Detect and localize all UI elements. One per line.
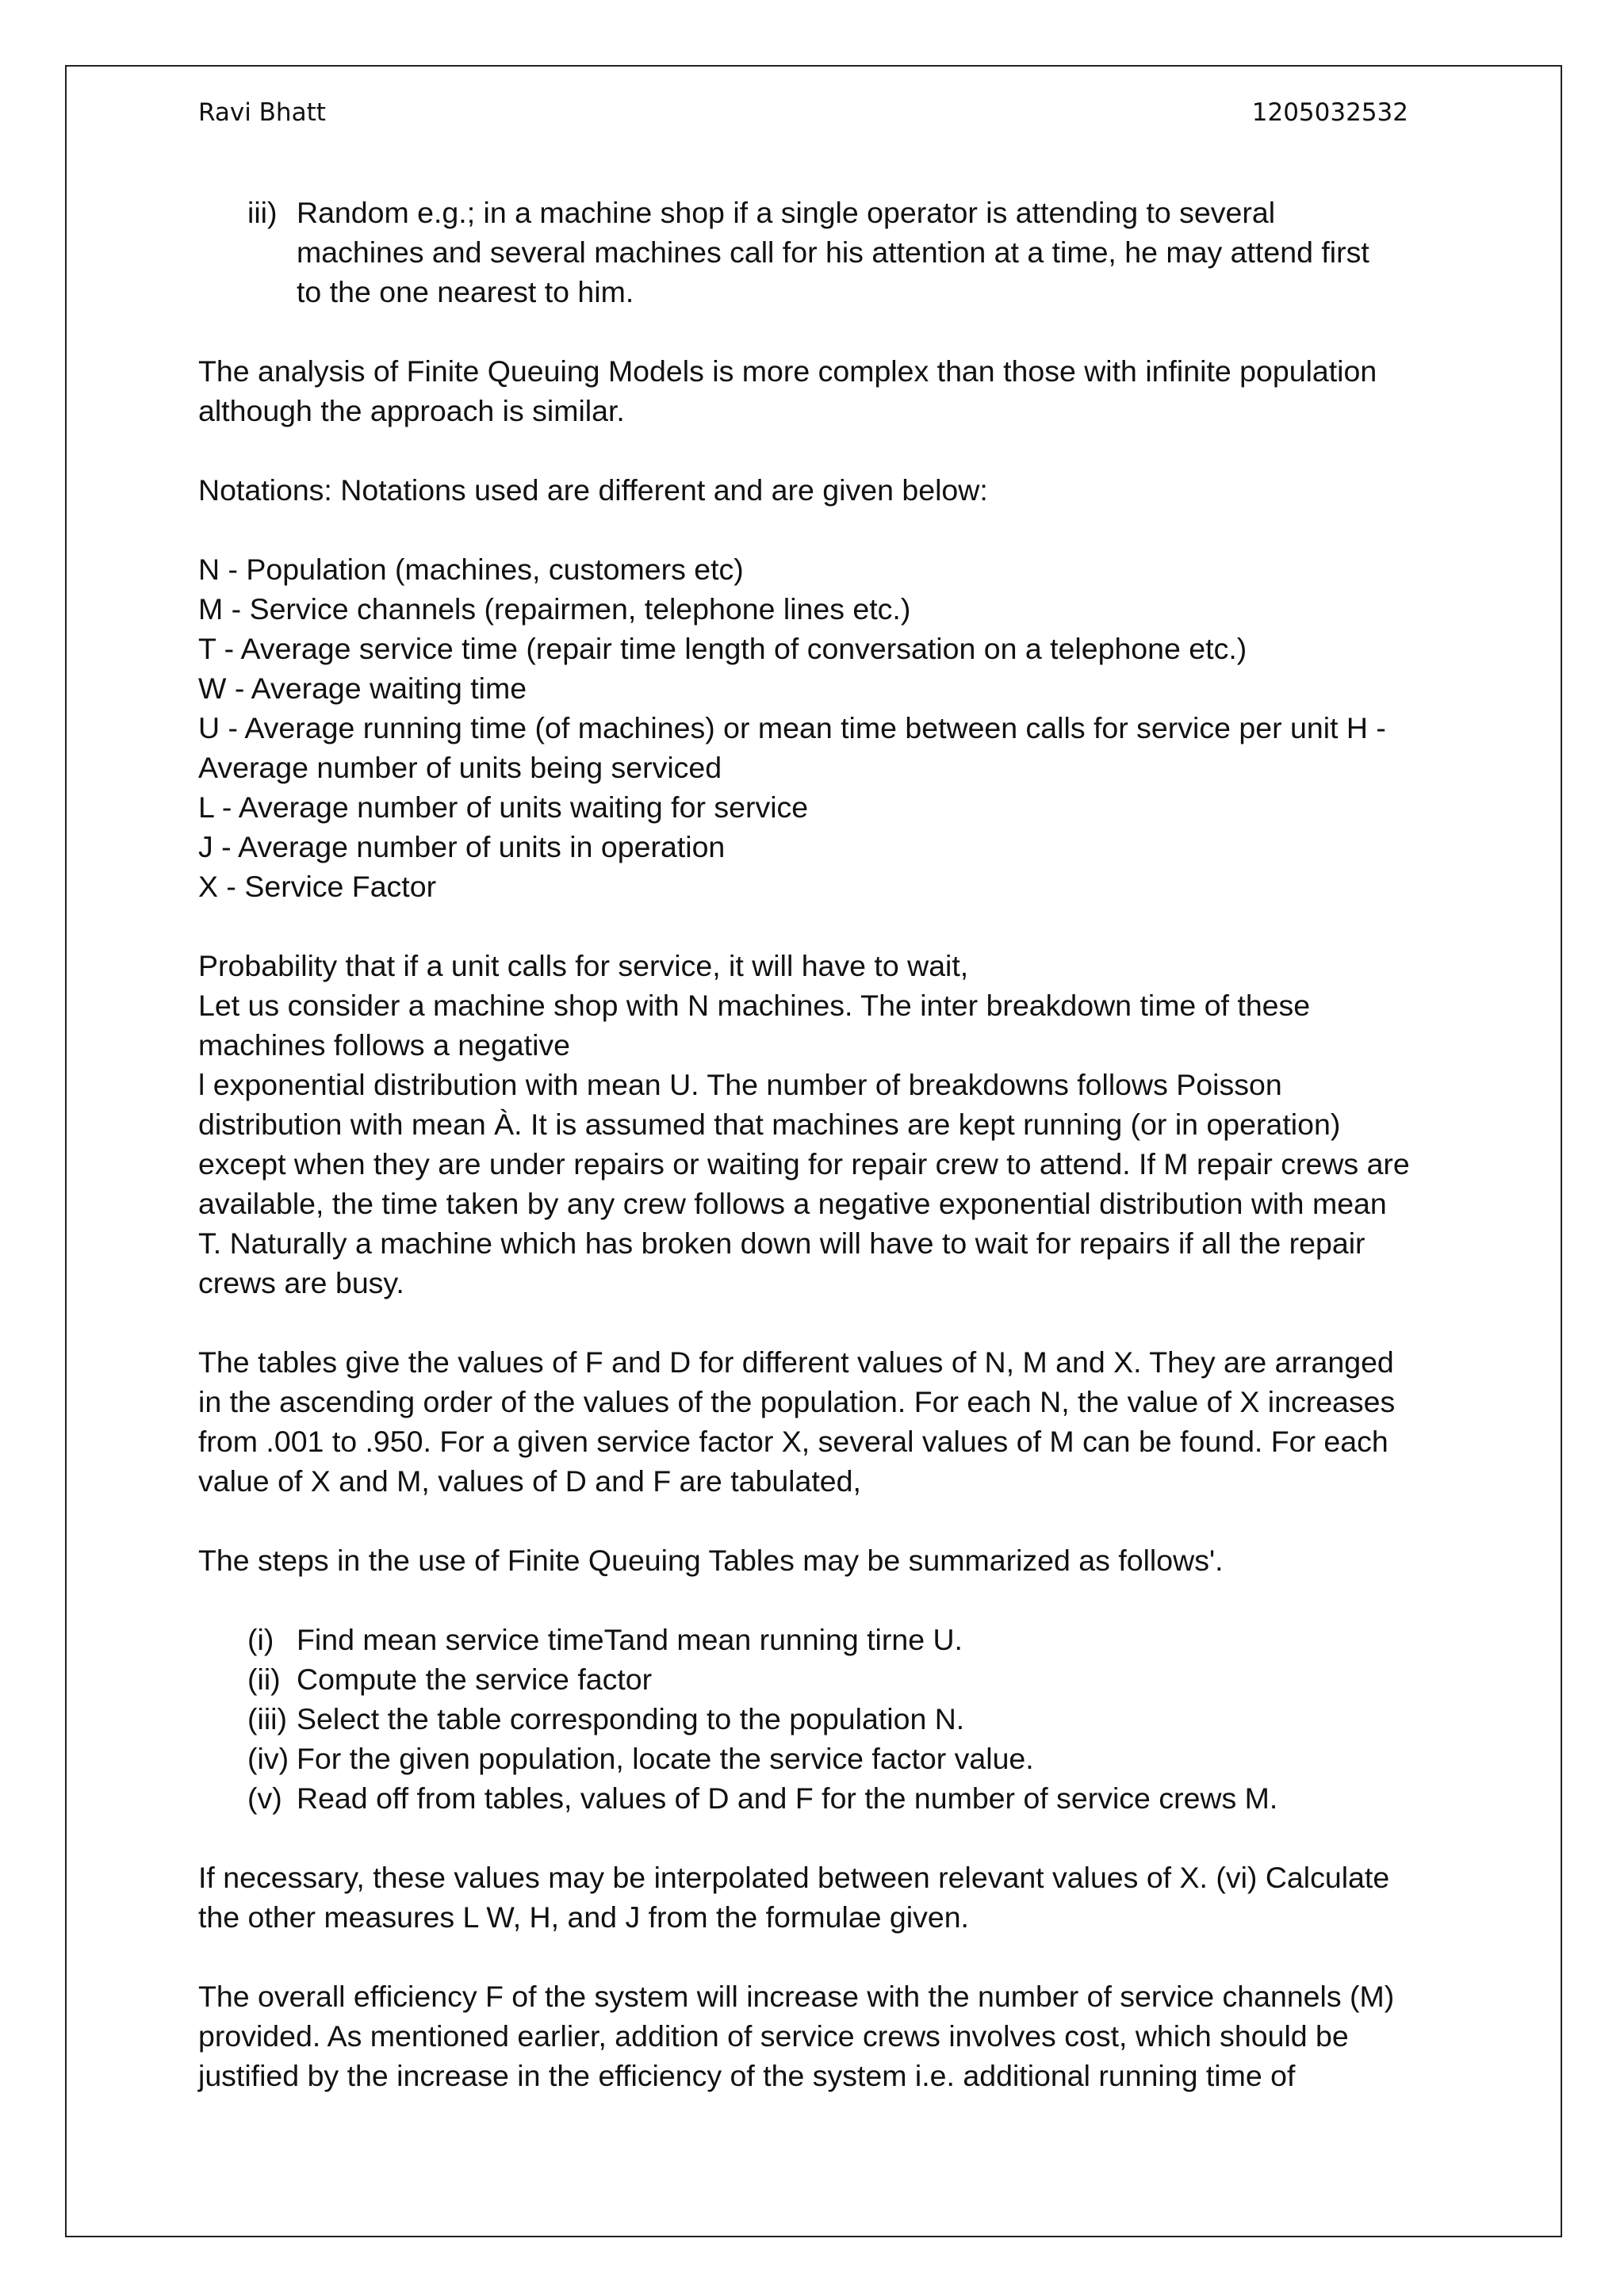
text-line: from .001 to .950. For a given service factor X, several values of M can be found. For each <box>198 1425 1388 1458</box>
text-line: The overall efficiency F of the system will increase with the number of service channels (M) <box>198 1980 1395 2013</box>
text-line: The tables give the values of F and D for different values of N, M and X. They are arranged <box>198 1345 1394 1379</box>
intro-item-number: iii) <box>247 196 278 229</box>
step-text: Read off from tables, values of D and F for the number of service crews M. <box>297 1781 1278 1815</box>
text-line: the other measures L W, H, and J from the formulae given. <box>198 1900 969 1934</box>
paragraph-interpolation <box>198 1858 1451 1937</box>
text-line: machines and several machines call for his attention at a time, he may attend first <box>297 235 1369 269</box>
text-line: distribution with mean À. It is assumed that machines are kept running (or in operation) <box>198 1108 1341 1141</box>
step-number: (iii) <box>247 1702 287 1735</box>
notation-line: L - Average number of units waiting for service <box>198 790 809 824</box>
text-line: although the approach is similar. <box>198 394 625 427</box>
text-line: provided. As mentioned earlier, addition of service crews involves cost, which should be <box>198 2019 1349 2053</box>
header-id: 1205032532 <box>1251 98 1408 127</box>
notation-line: X - Service Factor <box>198 870 437 903</box>
list-item <box>198 1739 1451 1778</box>
step-number: (iv) <box>247 1742 289 1775</box>
text-line: Random e.g.; in a machine shop if a single operator is attending to several <box>297 196 1276 229</box>
paragraph-machine-shop <box>198 946 1451 1303</box>
notation-line: W - Average waiting time <box>198 672 527 705</box>
text-line: machines follows a negative <box>198 1028 571 1062</box>
step-text: For the given population, locate the service factor value. <box>297 1742 1034 1775</box>
text-line: Let us consider a machine shop with N machines. The inter breakdown time of these <box>198 989 1311 1022</box>
text-line: available, the time taken by any crew follows a negative exponential distribution with mean <box>198 1187 1387 1220</box>
step-number: (i) <box>247 1623 274 1656</box>
paragraph-tables <box>198 1342 1451 1501</box>
step-text: Find mean service timeTand mean running tirne U. <box>297 1623 963 1656</box>
step-text: Select the table corresponding to the population N. <box>297 1702 965 1735</box>
text-line: l exponential distribution with mean U. The number of breakdowns follows Poisson <box>198 1068 1282 1101</box>
step-number: (v) <box>247 1781 282 1815</box>
header-author: Ravi Bhatt <box>198 98 326 127</box>
text-line: in the ascending order of the values of the population. For each N, the value of X increases <box>198 1385 1396 1418</box>
text-line: Probability that if a unit calls for service, it will have to wait, <box>198 949 969 982</box>
paragraph-finite-models <box>198 351 1451 430</box>
notation-line: T - Average service time (repair time length of conversation on a telephone etc.) <box>198 632 1247 665</box>
text-line: value of X and M, values of D and F are tabulated, <box>198 1464 861 1498</box>
document-body <box>198 193 1451 2095</box>
paragraph-notations-intro: Notations: Notations used are different and are given below: <box>198 473 988 507</box>
notation-line: M - Service channels (repairmen, telephone lines etc.) <box>198 592 911 626</box>
text-line: T. Naturally a machine which has broken down will have to wait for repairs if all the repair <box>198 1226 1365 1260</box>
text-line: The analysis of Finite Queuing Models is more complex than those with infinite population <box>198 354 1377 388</box>
intro-item-text <box>297 193 1451 312</box>
paragraph-efficiency <box>198 1976 1451 2095</box>
list-item <box>198 1620 1451 1659</box>
list-item <box>198 1778 1451 1818</box>
text-line: crews are busy. <box>198 1266 404 1299</box>
paragraph-steps-intro: The steps in the use of Finite Queuing Tables may be summarized as follows'. <box>198 1544 1224 1577</box>
text-line: except when they are under repairs or waiting for repair crew to attend. If M repair crews are <box>198 1147 1410 1181</box>
text-line: justified by the increase in the efficiency of the system i.e. additional running time of <box>198 2059 1296 2092</box>
list-item <box>198 1659 1451 1699</box>
notation-line: Average number of units being serviced <box>198 751 722 784</box>
steps-list <box>198 1620 1451 1818</box>
notation-line: J - Average number of units in operation <box>198 830 726 863</box>
notations-list <box>198 549 1451 906</box>
intro-list-item <box>198 193 1451 312</box>
notation-line: U - Average running time (of machines) or mean time between calls for service per unit H - <box>198 711 1386 744</box>
step-text: Compute the service factor <box>297 1663 653 1696</box>
text-line: If necessary, these values may be interpolated between relevant values of X. (vi) Calculate <box>198 1861 1390 1894</box>
list-item <box>198 1699 1451 1739</box>
step-number: (ii) <box>247 1663 281 1696</box>
notation-line: N - Population (machines, customers etc) <box>198 553 744 586</box>
text-line: to the one nearest to him. <box>297 275 634 308</box>
